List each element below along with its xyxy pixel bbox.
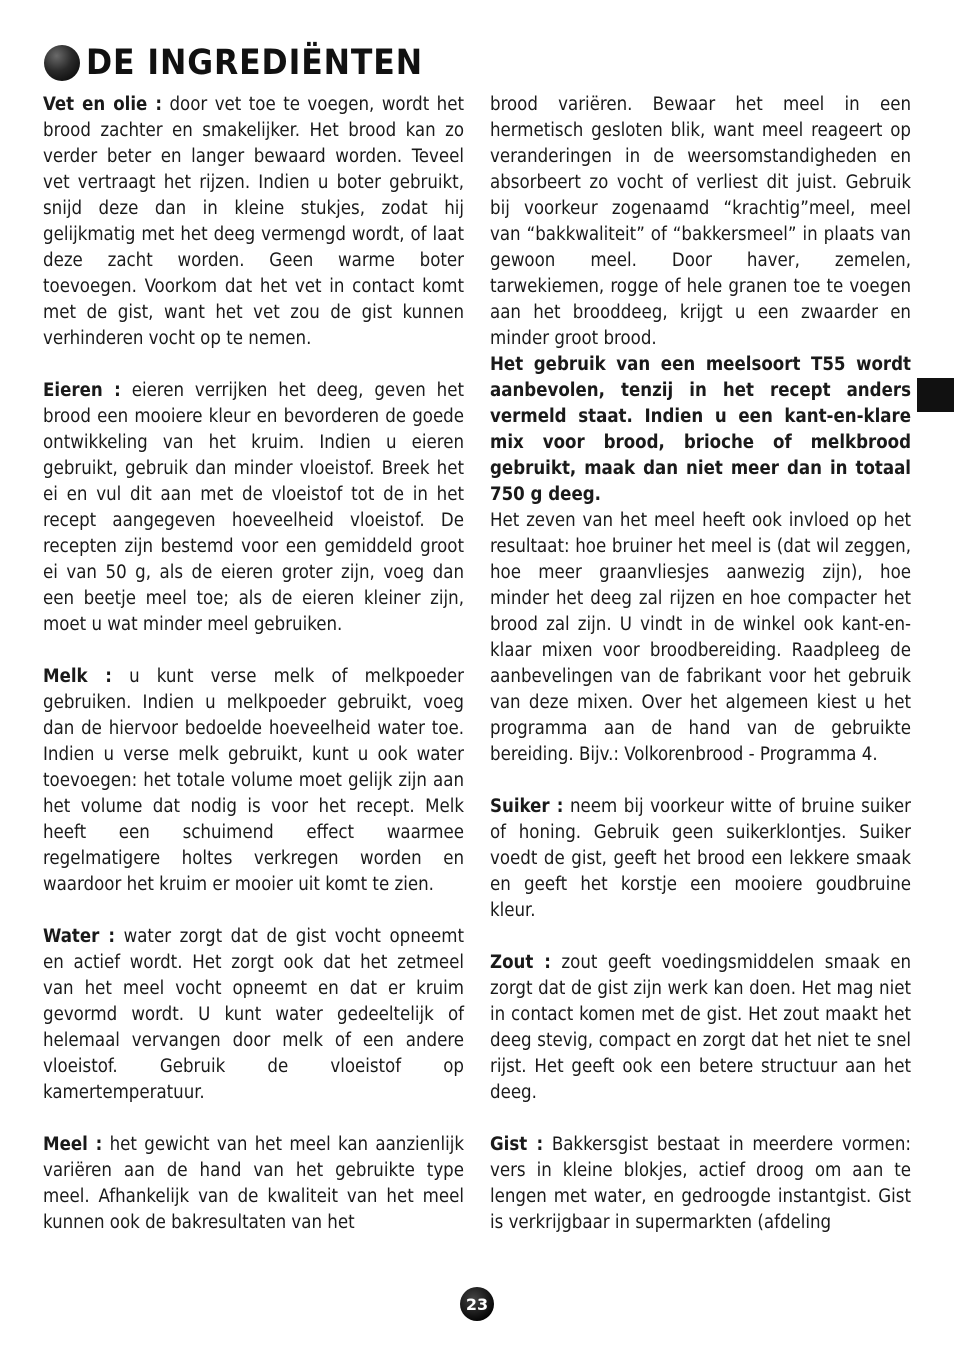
paragraph-eggs: Eieren : eieren verrijken het deeg, geven het brood een mooiere kleur en bevorderen de goede ontwikkeling van het kruim. Indien u eieren gebruikt, gebruik dan minder vloeistof. Breek het ei en vul dit aan met de vloeistof tot de in het recept aangegeven hoeveelheid vloeistof. De recepten zijn bestemd voor een gemiddeld groot ei van 50 g, als de eieren groter zijn, voeg dan een beetje meel toe; als de eieren kleiner zijn, moet u wat minder meel gebruiken.	[43, 380, 464, 635]
paragraph-fat: Vet en olie : door vet toe te voegen, wordt het brood zachter en smakelijker. Het brood kan zo verder beter en langer bewaard worden. Teveel vet vertraagt het rijzen. Indien u boter gebruikt, snijd deze dan in kleine stukjes, zodat hij gelijkmatig met het deeg vermengd wordt, of laat deze zacht worden. Geen warme boter toevoegen. Voorkom dat het vet in contact komt met de gist, want het vet zou de gist kunnen verhinderen vocht op te nemen.	[43, 94, 464, 349]
term-sugar: Suiker :	[490, 796, 564, 817]
term-fat: Vet en olie :	[43, 94, 162, 115]
term-water: Water :	[43, 926, 116, 947]
paragraph-flour-recommendation: Het gebruik van een meelsoort T55 wordt aanbevolen, tenzij in het recept anders vermeld staat. Indien u een kant-en-klare mix voor brood, brioche of melkbrood gebruikt, maak dan niet meer dan in totaal 750 g deeg.	[490, 354, 911, 505]
left-column	[43, 92, 464, 1236]
term-salt: Zout :	[490, 952, 551, 973]
paragraph-water: Water : water zorgt dat de gist vocht opneemt en actief wordt. Het zorgt ook dat het zetmeel van het meel vocht opneemt en dat er kruim gevormd wordt. U kunt water gedeeltelijk of helemaal vervangen door melk of een andere vloeistof. Gebruik de vloeistof op kamertemperatuur.	[43, 926, 464, 1103]
section-tab-marker	[917, 378, 954, 412]
paragraph-yeast: Gist : Bakkersgist bestaat in meerdere vormen: vers in kleine blokjes, actief droog om aan te lengen met water, en gedroogde instantgist. Gist is verkrijgbaar in supermarkten (afdeling	[490, 1134, 911, 1233]
term-yeast: Gist :	[490, 1134, 544, 1155]
right-column	[490, 92, 911, 1236]
paragraph-flour-continued: brood variëren. Bewaar het meel in een hermetisch gesloten blik, want meel reageert op veranderingen in de weersomstandigheden en absorbeert zo vocht of verliest dit juist. Gebruik bij voorkeur zogenaamd “krachtig”meel, meel van “bakkwaliteit” of “bakkersmeel” in plaats van gewoon meel. Door haver, zemelen, tarwekiemen, rogge of hele granen toe te voegen aan het brooddeeg, krijgt u een zwaarder en minder groot brood.	[490, 94, 911, 349]
paragraph-salt: Zout : zout geeft voedingsmiddelen smaak en zorgt dat de gist zijn werk kan doen. Het mag niet in contact komen met de gist. Het zout maakt het deeg stevig, compact en zorgt dat het niet te snel rijst. Het geeft ook een betere structuur aan het deeg.	[490, 952, 911, 1103]
paragraph-milk: Melk : u kunt verse melk of melkpoeder gebruiken. Indien u melkpoeder gebruikt, voeg dan de hiervoor bedoelde hoeveelheid water toe. Indien u verse melk gebruikt, kunt u ook water toevoegen: het totale volume moet gelijk zijn aan het volume dat nodig is voor het recept. Melk heeft een schuimend effect waarmee regelmatigere holtes verkregen worden en waardoor het kruim er mooier uit komt te zien.	[43, 666, 464, 895]
paragraph-sugar: Suiker : neem bij voorkeur witte of bruine suiker of honing. Gebruik geen suikerklontjes. Suiker voedt de gist, geeft het brood een lekkere smaak en geeft het korstje een mooiere goudbruine kleur.	[490, 796, 911, 921]
paragraph-flour: Meel : het gewicht van het meel kan aanzienlijk variëren aan de hand van het gebruikte type meel. Afhankelijk van de kwaliteit van het meel kunnen ook de bakresultaten van het	[43, 1134, 464, 1233]
paragraph-flour-sieving: Het zeven van het meel heeft ook invloed op het resultaat: hoe bruiner het meel is (dat wil zeggen, hoe meer graanvliesjes aanwezig zijn), hoe minder het deeg zal rijzen en hoe compacter het brood zal zijn. U vindt in de winkel ook kant-en-klaar mixen voor broodbereiding. Raadpleeg de aanbevelingen van de fabrikant voor het gebruik van deze mixen. Over het algemeen kiest u het programma aan de hand van de gebruikte bereiding. Bijv.: Volkorenbrood - Programma 4.	[490, 510, 911, 765]
page-number: 23	[460, 1287, 494, 1321]
term-eggs: Eieren :	[43, 380, 121, 401]
term-milk: Melk :	[43, 666, 112, 687]
bullet-ball-icon	[44, 45, 80, 81]
page-heading	[44, 40, 460, 86]
term-flour: Meel :	[43, 1134, 103, 1155]
page-title: DE INGREDIËNTEN	[86, 43, 423, 83]
